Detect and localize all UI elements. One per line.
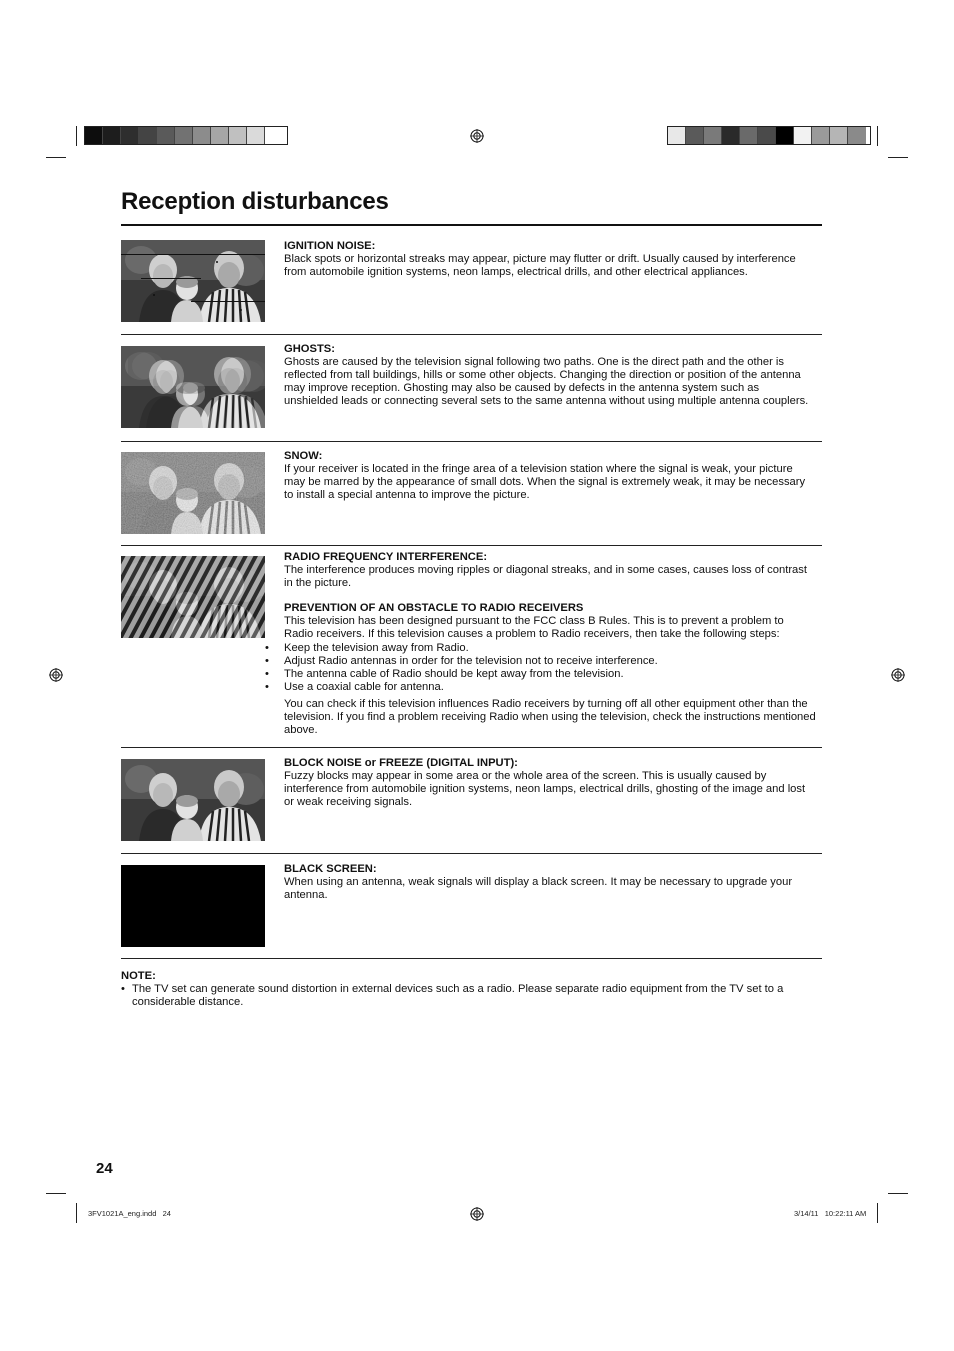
footer-filename: 3FV1021A_eng.indd 24 bbox=[88, 1209, 171, 1218]
photo-radio-interference bbox=[121, 556, 265, 638]
page-number: 24 bbox=[96, 1160, 113, 1177]
section-body: Ghosts are caused by the television signal following two paths. One is the direct path and the other is reflected from tall buildings, hills or some other objects. Changing the direction or position of the antenna may improve reception. Ghosting may also be caused by defects in the antenna system such as unshielded leads or connecting several sets to the same antenna without using multiple antenna couplers. bbox=[284, 356, 809, 408]
section-body: When using an antenna, weak signals will display a black screen. It may be necessary to upgrade your antenna. bbox=[284, 876, 793, 902]
section-heading: GHOSTS: bbox=[284, 343, 335, 355]
registration-mark-icon bbox=[49, 668, 63, 682]
list-item: • Use a coaxial cable for antenna. bbox=[284, 681, 816, 694]
note-heading: NOTE: bbox=[121, 970, 156, 982]
title-rule bbox=[121, 224, 822, 226]
crop-mark bbox=[888, 157, 908, 158]
section-black-screen bbox=[284, 863, 816, 902]
section-block-noise bbox=[284, 757, 816, 809]
color-bar-right bbox=[667, 126, 871, 145]
color-bar-left bbox=[84, 126, 288, 145]
registration-mark-icon bbox=[470, 129, 484, 143]
list-item: • Adjust Radio antennas in order for the television not to receive interference. bbox=[284, 655, 816, 668]
crop-mark bbox=[888, 1193, 908, 1194]
photo-ghosts bbox=[121, 346, 265, 428]
section-divider bbox=[121, 334, 822, 335]
steps-list bbox=[284, 642, 816, 694]
section-body: The interference produces moving ripples or diagonal streaks, and in some cases, causes loss of contrast in the picture. bbox=[284, 564, 807, 590]
crop-mark bbox=[76, 1203, 77, 1223]
section-heading: BLACK SCREEN: bbox=[284, 863, 377, 875]
section-heading: BLOCK NOISE or FREEZE (DIGITAL INPUT): bbox=[284, 757, 518, 769]
section-divider bbox=[121, 747, 822, 748]
section-heading: IGNITION NOISE: bbox=[284, 240, 376, 252]
sub-body: This television has been designed pursuant to the FCC class B Rules. This is to prevent a problem to Radio receivers. If this television causes a problem to Radio receivers, then take the following steps: bbox=[284, 615, 784, 641]
section-divider bbox=[121, 441, 822, 442]
section-ignition-noise bbox=[284, 240, 816, 279]
section-divider bbox=[121, 545, 822, 546]
section-radio-interference bbox=[284, 551, 816, 737]
section-heading: RADIO FREQUENCY INTERFERENCE: bbox=[284, 551, 488, 563]
crop-mark bbox=[877, 126, 878, 146]
section-body: Fuzzy blocks may appear in some area or the whole area of the screen. This is usually caused by interference from automobile ignition systems, neon lamps, electrical drills, ghosting of the image and lost or weak receiving signals. bbox=[284, 770, 806, 809]
registration-mark-icon bbox=[470, 1207, 484, 1221]
list-item: • Keep the television away from Radio. bbox=[284, 642, 816, 655]
section-snow bbox=[284, 450, 816, 502]
section-body: Black spots or horizontal streaks may appear, picture may flutter or drift. Usually caused by interference from automobile ignition systems, neon lamps, electrical drills, and other electrical appliances. bbox=[284, 253, 796, 279]
photo-snow bbox=[121, 452, 265, 534]
crop-mark bbox=[877, 1203, 878, 1223]
footer-timestamp: 3/14/11 10:22:11 AM bbox=[794, 1209, 867, 1218]
closing-paragraph: You can check if this television influences Radio receivers by turning off all other equipment other than the television. If you find a problem receiving Radio when using the television, check the instructions mentioned above. bbox=[284, 697, 816, 737]
photo-black-screen bbox=[121, 865, 265, 947]
note-item: • The TV set can generate sound distortion in external devices such as a radio. Please separate radio equipment from the TV set to a considerable distance. bbox=[121, 983, 821, 1009]
section-body: If your receiver is located in the fringe area of a television station where the signal is weak, your picture may be marred by the appearance of small dots. When the signal is extremely weak, it may be necessary to install a special antenna to improve the picture. bbox=[284, 463, 806, 502]
section-ghosts bbox=[284, 343, 816, 408]
crop-mark bbox=[76, 126, 77, 146]
section-heading: SNOW: bbox=[284, 450, 323, 462]
section-divider bbox=[121, 853, 822, 854]
list-item: • The antenna cable of Radio should be kept away from the television. bbox=[284, 668, 816, 681]
photo-ignition-noise bbox=[121, 240, 265, 322]
note-block bbox=[121, 970, 821, 1009]
page-title: Reception disturbances bbox=[121, 188, 389, 215]
section-divider bbox=[121, 958, 822, 959]
crop-mark bbox=[46, 157, 66, 158]
registration-mark-icon bbox=[891, 668, 905, 682]
sub-heading: PREVENTION OF AN OBSTACLE TO RADIO RECEIVERS bbox=[284, 602, 584, 615]
crop-mark bbox=[46, 1193, 66, 1194]
photo-block-noise bbox=[121, 759, 265, 841]
